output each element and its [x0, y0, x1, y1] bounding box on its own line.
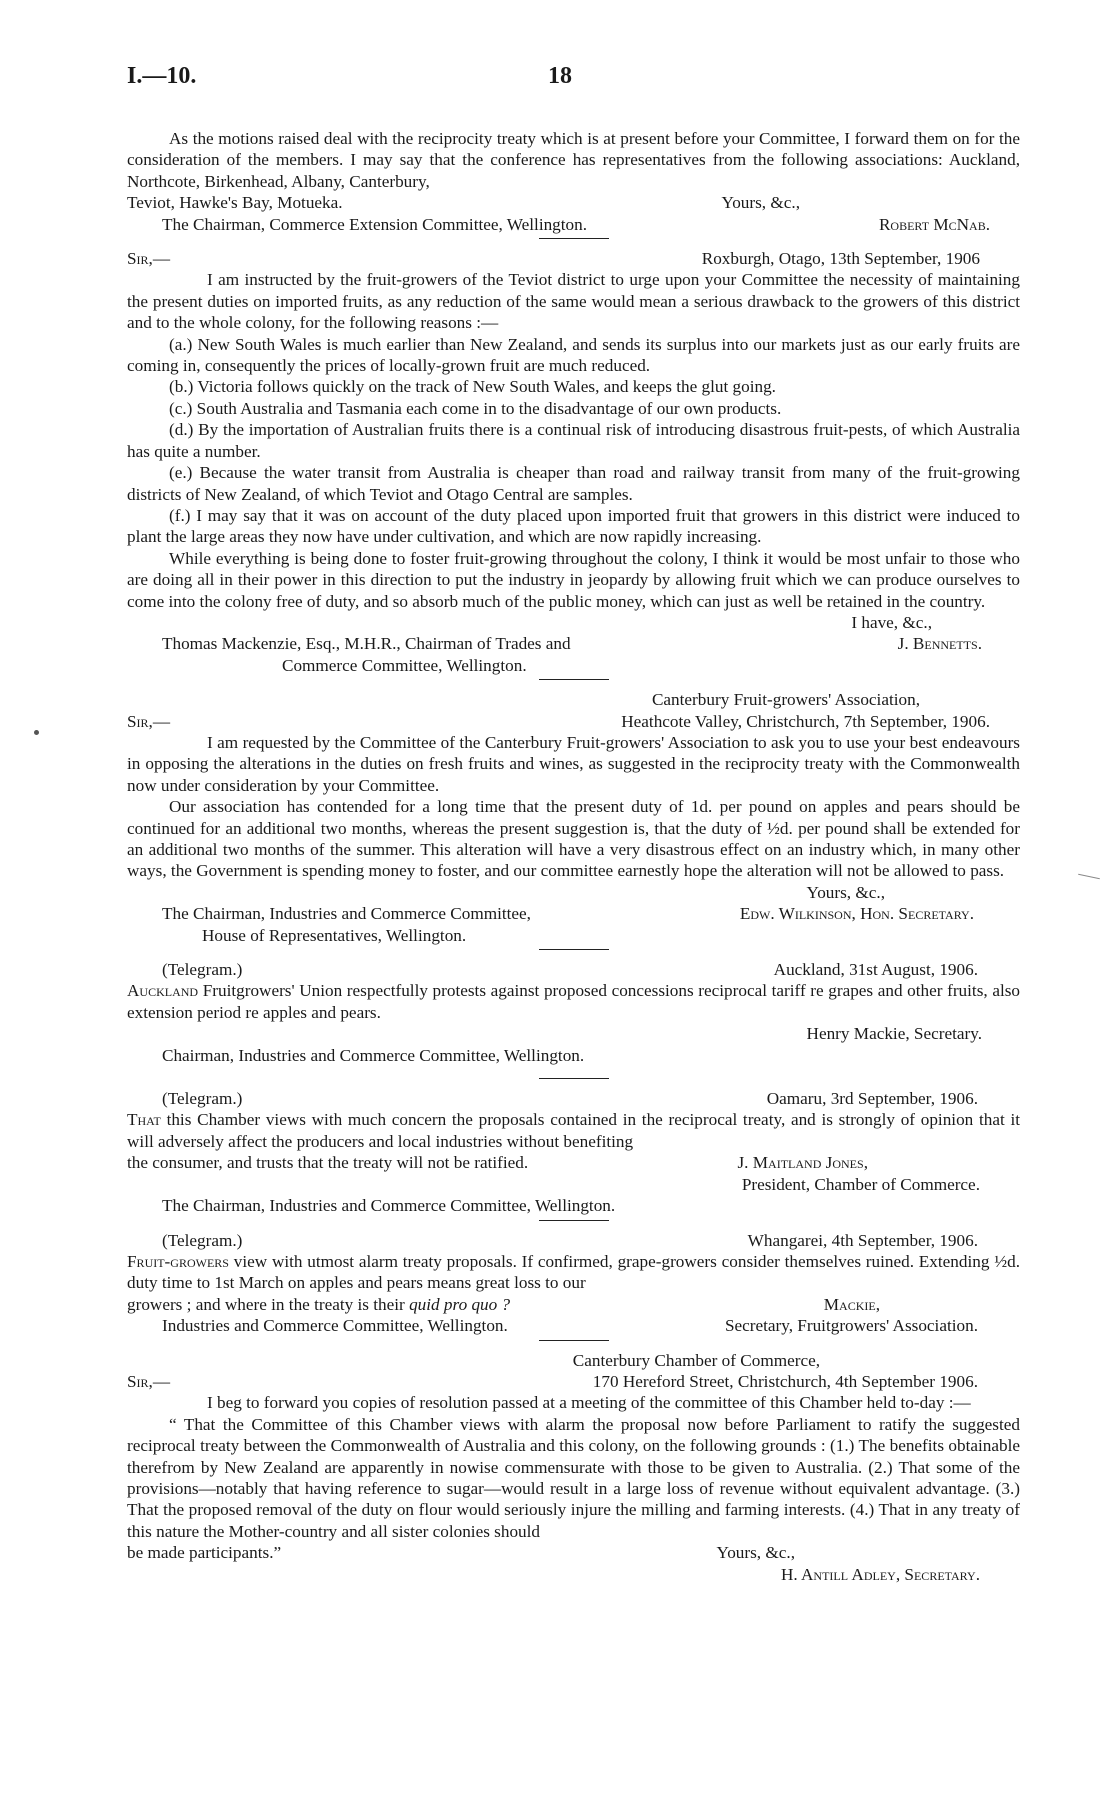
page-number: 18	[548, 63, 572, 89]
section-divider	[539, 1220, 609, 1221]
chamber-organisation: Canterbury Chamber of Commerce,	[572, 1350, 820, 1370]
canterbury-fruit-paragraph-1: I am requested by the Committee of the Canterbury Fruit-growers' Association to ask you to use your best endeavours in opposing the alterations in the duties on fresh fruits and wines, as suggested in the reciprocity treaty with the Commonwealth now under consideration by your Committee.	[127, 732, 1020, 795]
canterbury-fruit-letter	[127, 689, 1020, 946]
telegram-oamaru-last-line: the consumer, and trusts that the treaty will not be ratified.	[127, 1153, 529, 1173]
series-code: I.—10.	[127, 63, 197, 89]
canterbury-fruit-paragraph-2: Our association has contended for a long time that the present duty of 1d. per pound on apples and pears should be continued for an additional two months, whereas the present suggestion is, that the duty of ½d. per pound shall be extended for an additional two months of the summer. This alteration will have a very disastrous effect on an industry which, in many other ways, the Government is spending money to foster, and our committee earnestly hope the alteration will not be allowed to pass.	[127, 797, 1020, 881]
telegram-whangarei-signature-row	[127, 1294, 1020, 1315]
teviot-paragraph-5: (d.) By the importation of Australian fruits there is a continual risk of introducing disastrous fruit-pests, of which Australia has quite a number.	[127, 420, 1020, 461]
canterbury-fruit-place-date: Heathcote Valley, Christchurch, 7th September, 1906.	[621, 711, 990, 731]
telegram-whangarei-signature-title: Secretary, Fruitgrowers' Association.	[724, 1316, 978, 1336]
canterbury-fruit-signature: Edw. Wilkinson, Hon. Secretary.	[739, 904, 974, 924]
telegram-whangarei	[127, 1230, 1020, 1337]
telegram-whangarei-signature-name: Mackie,	[823, 1294, 880, 1314]
section-divider	[539, 1340, 609, 1341]
telegram-auckland-label: (Telegram.)	[162, 960, 243, 980]
canterbury-fruit-addressee-line-1: The Chairman, Industries and Commerce Committee,	[162, 904, 531, 924]
chamber-signature: H. Antill Adley, Secretary.	[780, 1564, 980, 1584]
intro-addressee: The Chairman, Commerce Extension Committee, Wellington.	[162, 214, 588, 234]
teviot-paragraph-1: I am instructed by the fruit-growers of the Teviot district to urge upon your Committee the necessity of maintaining the present duties on imported fruits, as any reduction of the same would mean a serious drawback to the growers of this district and to the whole colony, for the following reasons :—	[127, 270, 1020, 333]
telegram-whangarei-addressee-row	[127, 1315, 1020, 1336]
telegram-whangarei-place-date: Whangarei, 4th September, 1906.	[747, 1230, 978, 1250]
document-body	[127, 128, 1020, 1585]
chamber-paragraph-1: I beg to forward you copies of resolution passed at a meeting of the committee of this Chamber held to-day :—	[207, 1393, 971, 1413]
canterbury-fruit-organisation: Canterbury Fruit-growers' Association,	[651, 690, 920, 710]
chamber-resolution: “ That the Committee of this Chamber views with alarm the proposal now before Parliament to ratify the suggested reciprocal treaty between the Commonwealth of Australia and this colony, on the following grounds : (1.) The benefits obtainable therefrom by New Zealand are apparently in nowise commensurate with those to be given to Australia. (2.) That some of the provisions—notably that having reference to sugar—would result in a large loss of revenue without equivalent advantage. (3.) That the proposed removal of the duty on flour would seriously injure the milling and farming interests. (4.) That in any treaty of this nature the Mother-country and all sister colonies should	[127, 1414, 1020, 1541]
teviot-paragraph-4: (c.) South Australia and Tasmania each come in to the disadvantage of our own products.	[169, 398, 782, 418]
intro-last-line: Teviot, Hawke's Bay, Motueka.	[127, 193, 343, 213]
telegram-oamaru-signature-row	[127, 1152, 1020, 1173]
telegram-whangarei-lead: Fruit-growers	[127, 1251, 229, 1271]
chamber-letter	[127, 1350, 1020, 1585]
canterbury-fruit-addressee-row	[127, 903, 1020, 924]
teviot-paragraph-7: (f.) I may say that it was on account of the duty placed upon imported fruit that growers in this district were induced to plant the large areas they now have under cultivation, and which are now rapidly increasing.	[127, 505, 1020, 547]
teviot-letter	[127, 248, 1020, 676]
telegram-oamaru-body: this Chamber views with much concern the proposals contained in the reciprocal treaty, and is strongly of opinion that it will adversely affect the producers and local industries without benefiting	[127, 1110, 1021, 1151]
chamber-close-row	[127, 1542, 1020, 1563]
telegram-auckland-lead: Auckland	[127, 981, 199, 1001]
teviot-addressee-line-1: Thomas Mackenzie, Esq., M.H.R., Chairman of Trades and	[162, 634, 571, 654]
telegram-auckland-heading-row	[127, 959, 1020, 980]
telegram-oamaru-place-date: Oamaru, 3rd September, 1906.	[766, 1089, 978, 1109]
section-divider	[539, 679, 609, 680]
intro-close-row	[127, 192, 1020, 213]
canterbury-fruit-addressee-line-2: House of Representatives, Wellington.	[202, 925, 467, 945]
telegram-auckland	[127, 959, 1020, 1066]
teviot-paragraph-6: (e.) Because the water transit from Australia is cheaper than road and railway transit from many of the fruit-growing districts of New Zealand, of which Teviot and Otago Central are samples.	[127, 463, 1020, 504]
intro-signature: Robert McNab.	[878, 214, 990, 234]
scan-scratch	[1078, 874, 1100, 880]
telegram-auckland-place-date: Auckland, 31st August, 1906.	[773, 960, 978, 980]
teviot-signature: J. Bennetts.	[897, 634, 982, 654]
section-divider	[539, 949, 609, 950]
teviot-salutation: Sir,—	[127, 249, 171, 269]
canterbury-fruit-heading-row	[127, 711, 1020, 732]
telegram-whangarei-addressee: Industries and Commerce Committee, Wellington.	[162, 1316, 508, 1336]
telegram-whangarei-heading-row	[127, 1230, 1020, 1251]
telegram-oamaru-text	[127, 1109, 1020, 1152]
telegram-oamaru-addressee: The Chairman, Industries and Commerce Committee, Wellington.	[162, 1196, 616, 1216]
telegram-oamaru-signature-title: President, Chamber of Commerce.	[741, 1174, 980, 1194]
telegram-whangarei-text	[127, 1251, 1020, 1294]
teviot-close: I have, &c.,	[851, 612, 932, 632]
canterbury-fruit-salutation: Sir,—	[127, 711, 171, 731]
intro-addressee-row	[127, 214, 1020, 235]
telegram-oamaru-signature-name: J. Maitland Jones,	[737, 1153, 868, 1173]
section-divider	[539, 238, 609, 239]
teviot-heading-row	[127, 248, 1020, 269]
intro-letter	[127, 128, 1020, 235]
canterbury-fruit-close: Yours, &c.,	[806, 882, 885, 902]
section-divider	[539, 1078, 609, 1079]
teviot-addressee-line-2: Commerce Committee, Wellington.	[282, 655, 527, 675]
chamber-heading-row	[127, 1371, 1020, 1392]
teviot-addressee-row	[127, 633, 1020, 654]
teviot-paragraph-2: (a.) New South Wales is much earlier than New Zealand, and sends its surplus into our markets just as our early fruits are coming in, consequently the prices of locally-grown fruit are much reduced.	[127, 334, 1020, 376]
teviot-paragraph-8: While everything is being done to foster fruit-growing throughout the colony, I think it would be most unfair to those who are doing all in their power in this direction to put the industry in jeopardy by allowing fruit which we can produce ourselves to come into the colony free of duty, and so absorb much of the public money, which can just as well be retained in the country.	[127, 548, 1020, 611]
telegram-whangarei-last-line: growers ; and where in the treaty is their quid pro quo ?	[127, 1294, 511, 1314]
intro-paragraph: As the motions raised deal with the reciprocity treaty which is at present before your Committee, I forward them on for the consideration of the members. I may say that the conference has representatives from the following associations: Auckland, Northcote, Birkenhead, Albany, Canterbury,	[127, 129, 1020, 191]
telegram-oamaru-lead: That	[127, 1110, 161, 1130]
intro-close: Yours, &c.,	[721, 193, 800, 213]
telegram-auckland-addressee: Chairman, Industries and Commerce Committee, Wellington.	[162, 1045, 585, 1065]
teviot-paragraph-3: (b.) Victoria follows quickly on the track of New South Wales, and keeps the glut going.	[169, 377, 776, 397]
telegram-auckland-signature: Henry Mackie, Secretary.	[806, 1024, 982, 1044]
telegram-oamaru-label: (Telegram.)	[162, 1089, 243, 1109]
teviot-place-date: Roxburgh, Otago, 13th September, 1906	[701, 249, 980, 269]
chamber-close: Yours, &c.,	[716, 1543, 795, 1563]
telegram-auckland-body: Fruitgrowers' Union respectfully protests against proposed concessions reciprocal tariff re grapes and other fruits, also extension period re apples and pears.	[127, 981, 1021, 1022]
quid-pro-quo-phrase: quid pro quo ?	[409, 1294, 511, 1314]
chamber-place-date: 170 Hereford Street, Christchurch, 4th September 1906.	[592, 1371, 978, 1391]
telegram-whangarei-label: (Telegram.)	[162, 1230, 243, 1250]
telegram-whangarei-body: view with utmost alarm treaty proposals. If confirmed, grape-growers consider themselves ruined. Extending ½d. duty time to 1st March on apples and pears means great loss to our	[127, 1251, 1020, 1293]
chamber-resolution-last: be made participants.”	[127, 1543, 282, 1563]
telegram-oamaru-heading-row	[127, 1088, 1020, 1109]
telegram-oamaru	[127, 1088, 1020, 1216]
scan-speck	[34, 730, 39, 735]
telegram-auckland-text	[127, 980, 1020, 1023]
chamber-salutation: Sir,—	[127, 1371, 171, 1391]
